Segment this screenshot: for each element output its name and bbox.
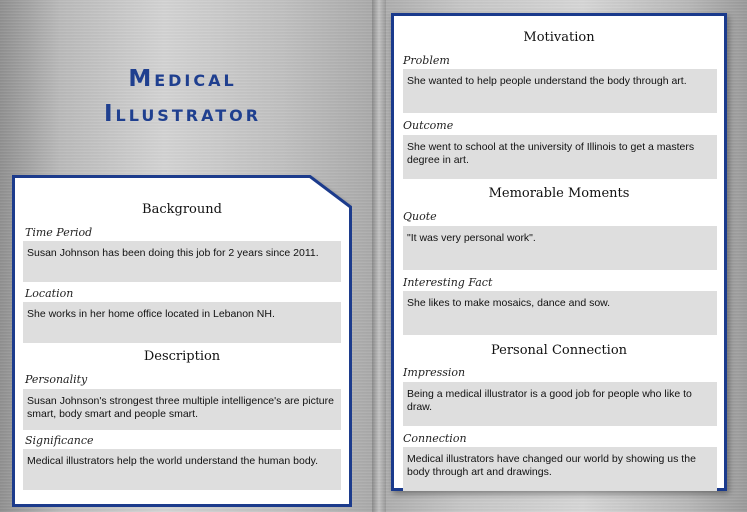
quote-label: Quote: [403, 210, 437, 223]
connection-label: Connection: [403, 432, 467, 445]
motivation-heading: Motivation: [523, 30, 595, 45]
personal-connection-heading: Personal Connection: [490, 343, 628, 358]
outcome-field: She went to school at the university of Illinois to get a masters degree in art.: [403, 135, 717, 179]
location-label: Location: [25, 287, 74, 300]
connection-field: Medical illustrators have changed our world by showing us the body through art and drawings.: [403, 447, 717, 491]
page-title: [60, 62, 305, 132]
background-heading: Background: [142, 202, 222, 217]
title-line-2: Illustrator: [103, 101, 262, 127]
outcome-label: Outcome: [403, 119, 454, 132]
right-card: [391, 13, 727, 491]
significance-label: Significance: [25, 434, 94, 447]
problem-label: Problem: [403, 54, 450, 67]
quote-field: "It was very personal work".: [403, 226, 717, 270]
impression-field: Being a medical illustrator is a good job for people who like to draw.: [403, 382, 717, 426]
personality-label: Personality: [25, 373, 88, 386]
page-divider: [372, 0, 386, 512]
problem-field: She wanted to help people understand the body through art.: [403, 69, 717, 113]
description-heading: Description: [143, 349, 221, 364]
interesting-fact-field: She likes to make mosaics, dance and sow.: [403, 291, 717, 335]
memorable-moments-heading: Memorable Moments: [488, 186, 630, 201]
impression-label: Impression: [403, 366, 466, 379]
time-period-label: Time Period: [25, 226, 93, 239]
left-card: [12, 175, 352, 507]
personality-field: Susan Johnson's strongest three multiple intelligence's are picture smart, body smart and people smart.: [23, 389, 341, 430]
title-line-1: Medical: [128, 66, 237, 92]
location-field: She works in her home office located in Lebanon NH.: [23, 302, 341, 343]
significance-field: Medical illustrators help the world understand the human body.: [23, 449, 341, 490]
time-period-field: Susan Johnson has been doing this job for 2 years since 2011.: [23, 241, 341, 282]
interesting-fact-label: Interesting Fact: [403, 276, 493, 289]
